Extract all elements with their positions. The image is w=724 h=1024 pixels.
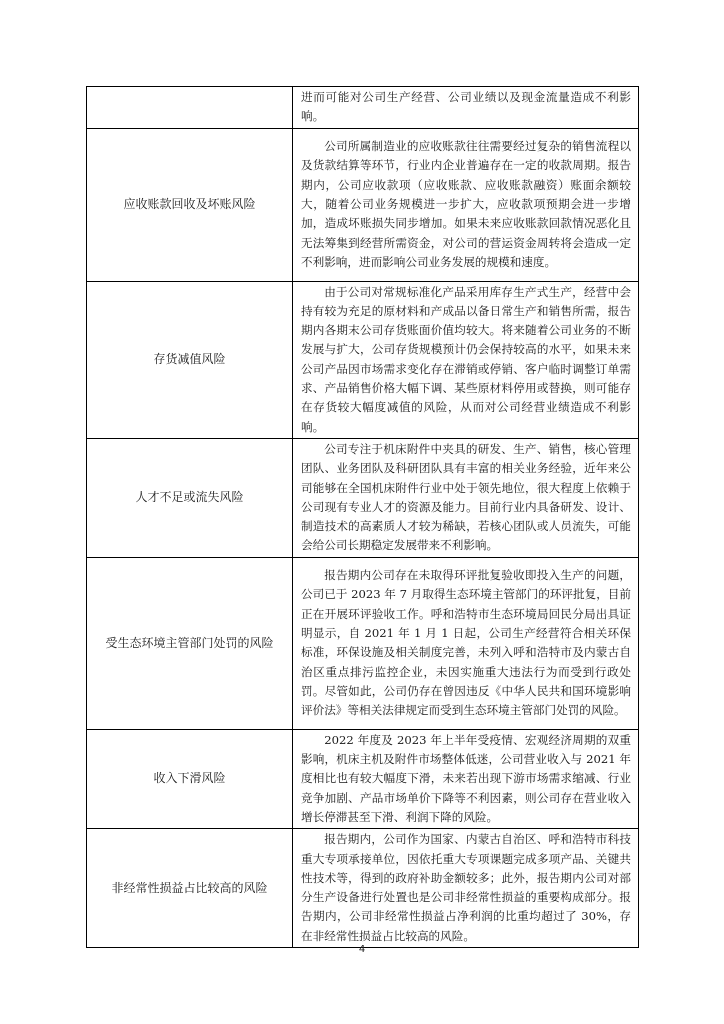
risk-description-text: 报告期内，公司作为国家、内蒙古自治区、呼和浩特市科技重大专项承接单位，因依托重大专项课题完成多项产品、关键共性技术等，得到的政府补助金额较多；此外，报告期内公司对部分生产设备进行处置也是公司非经常性损益的重要构成部分。报告期内，公司非经常性损益占净利润的比重均超过了 30%，存在非经常性损益占比较高的风险。 [301,832,631,943]
risk-table-body [87,87,639,948]
risk-description-cell [293,438,639,557]
risk-description-text: 公司所属制造业的应收账款往往需要经过复杂的销售流程以及货款结算等环节，行业内企业普遍存在一定的收款周期。报告期内，公司应收款项（应收账款、应收账款融资）账面余额较大，随着公司业务规模进一步扩大，应收款项预期会进一步增加，造成坏账损失同步增加。如果未来应收账款回款情况恶化且无法筹集到经营所需资金，对公司的营运资金周转将会造成一定不利影响，进而影响公司业务发展的规模和速度。 [301,139,631,269]
risk-name-cell: 收入下滑风险 [87,729,293,828]
risk-description-text: 2022 年度及 2023 年上半年受疫情、宏观经济周期的双重影响，机床主机及附件市场整体低迷，公司营业收入与 2021 年度相比也有较大幅度下滑，未来若出现下游市场需求缩减、行业竞争加剧、产品市场单价下降等不利因素，则公司存在营业收入增长停滞甚至下滑、利润下降的风险。 [301,732,631,824]
risk-name-cell: 人才不足或流失风险 [87,438,293,557]
risk-row [87,87,639,129]
risk-description-cell [293,729,639,828]
page-number: 4 [358,944,366,955]
risk-row [87,438,639,557]
risk-name-cell: 非经常性损益占比较高的风险 [87,829,293,948]
risk-name-cell: 受生态环境主管部门处罚的风险 [87,557,293,729]
risk-description-cell [293,829,639,948]
risk-row [87,729,639,828]
risk-name-cell: 存货减值风险 [87,281,293,438]
risk-row [87,829,639,948]
risk-description-text: 公司专注于机床附件中夹具的研发、生产、销售，核心管理团队、业务团队及科研团队具有丰富的相关业务经验，近年来公司能够在全国机床附件行业中处于领先地位，很大程度上依赖于公司现有专业人才的资源及能力。目前行业内具备研发、设计、制造技术的高素质人才较为稀缺，若核心团队或人员流失，可能会给公司长期稳定发展带来不利影响。 [301,441,631,553]
risk-description-text: 报告期内公司存在未取得环评批复验收即投入生产的问题，公司已于 2023 年 7 月取得生态环境主管部门的环评批复，目前正在开展环评验收工作。呼和浩特市生态环境局回民分局出具证明显示，自 2021 年 1 月 1 日起，公司生产经营符合相关环保标准，环保设施及相关制度完善，未列入呼和浩特市及内蒙古自治区重点排污监控企业，未因实施重大违法行为而受到行政处罚。尽管如此，公司仍存在曾因违反《中华人民共和国环境影响评价法》等相关法律规定而受到生态环境主管部门处罚的风险。 [301,568,631,718]
risk-table [86,86,639,948]
risk-row [87,281,639,438]
risk-description-cell [293,128,639,281]
risk-description-text: 由于公司对常规标准化产品采用库存生产式生产，经营中会持有较为充足的原材料和产成品以备日常生产和销售所需，报告期内各期末公司存货账面价值均较大。将来随着公司业务的不断发展与扩大，公司存货规模预计仍会保持较高的水平，如果未来公司产品因市场需求变化存在滞销或停销、客户临时调整订单需求、产品销售价格大幅下调、某些原材料停用或替换，则可能存在存货较大幅度减值的风险，从而对公司经营业绩造成不利影响。 [301,284,631,434]
risk-name-cell: 应收账款回收及坏账风险 [87,128,293,281]
risk-description-cell [293,557,639,729]
risk-row [87,128,639,281]
risk-description-text: 进而可能对公司生产经营、公司业绩以及现金流量造成不利影响。 [301,90,631,124]
risk-row [87,557,639,729]
risk-description-cell [293,87,639,129]
risk-name-cell [87,87,293,129]
risk-description-cell [293,281,639,438]
